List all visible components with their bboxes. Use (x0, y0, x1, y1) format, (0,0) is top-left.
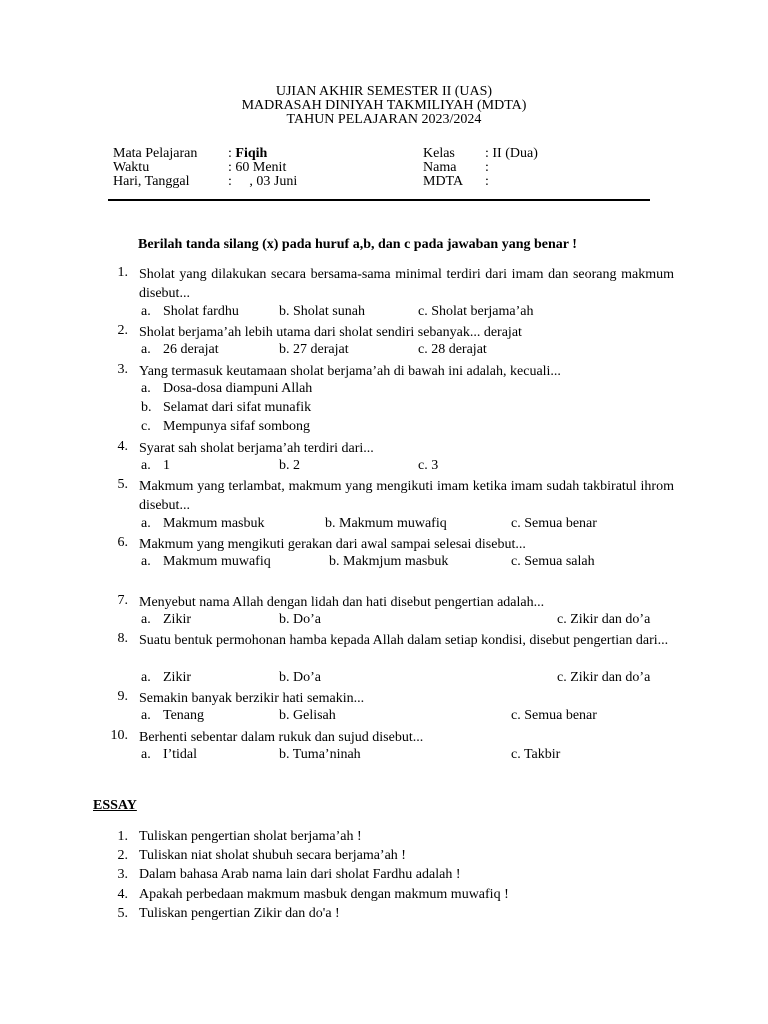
option-letter: b. (141, 400, 152, 415)
subject-colon: : (228, 146, 236, 161)
option-letter: a. (141, 458, 151, 473)
question-text: Sholat yang dilakukan secara bersama-sama minimal terdiri dari imam dan seorang makmum disebut... (139, 267, 674, 301)
question-text: Makmum yang terlambat, makmum yang mengikuti imam ketika imam sudah takbiratul ihrom disebut... (139, 479, 674, 513)
option-text: b. 2 (279, 458, 300, 473)
subject-value (228, 147, 267, 161)
name-value: : (485, 160, 489, 175)
option-letter: a. (141, 747, 151, 762)
name-label: Nama (423, 160, 457, 175)
time-value: : 60 Menit (228, 160, 287, 175)
question-number: 9. (117, 689, 128, 704)
option-letter: a. (141, 612, 151, 627)
option-text: 26 derajat (163, 342, 219, 357)
question-number: 4. (117, 439, 128, 454)
essay-question: Dalam bahasa Arab nama lain dari sholat Fardhu adalah ! (139, 867, 461, 882)
academic-year: TAHUN PELAJARAN 2023/2024 (286, 112, 482, 127)
option-letter: a. (141, 708, 151, 723)
question-number: 1. (117, 265, 128, 280)
option-text: b. Do’a (279, 670, 321, 685)
instruction: Berilah tanda silang (x) pada huruf a,b, dan c pada jawaban yang benar ! (138, 237, 577, 252)
option-text: Mempunya sifaf sombong (163, 419, 310, 434)
question-text: Suatu bentuk permohonan hamba kepada Allah dalam setiap kondisi, disebut pengertian dari... (139, 633, 669, 648)
essay-number: 3. (117, 867, 128, 882)
option-text: Makmum masbuk (163, 516, 265, 531)
option-text: c. Semua benar (511, 516, 597, 531)
subject-label: Mata Pelajaran (113, 146, 198, 161)
option-letter: c. (141, 419, 151, 434)
option-text: Dosa-dosa diampuni Allah (163, 381, 313, 396)
header-divider (108, 199, 650, 201)
option-letter: a. (141, 516, 151, 531)
option-text: c. Semua benar (511, 708, 597, 723)
question-number: 3. (117, 362, 128, 377)
class-value: : II (Dua) (485, 146, 538, 161)
option-text: Zikir (163, 612, 191, 627)
school-name: MADRASAH DINIYAH TAKMILIYAH (MDTA) (241, 98, 527, 113)
school-label: MDTA (423, 174, 464, 189)
option-letter: a. (141, 670, 151, 685)
option-text: Tenang (163, 708, 205, 723)
exam-title: UJIAN AKHIR SEMESTER II (UAS) (275, 84, 493, 99)
subject-name: Fiqih (235, 146, 268, 161)
option-text: c. Zikir dan do’a (557, 670, 651, 685)
option-text: c. Zikir dan do’a (557, 612, 651, 627)
option-text: c. 28 derajat (418, 342, 487, 357)
time-label: Waktu (113, 160, 150, 175)
option-text: c. Semua salah (511, 554, 595, 569)
option-text: c. Takbir (511, 747, 561, 762)
school-value: : (485, 174, 489, 189)
option-letter: a. (141, 381, 151, 396)
option-text: Makmum muwafiq (163, 554, 271, 569)
option-letter: a. (141, 342, 151, 357)
option-text: b. Sholat sunah (279, 304, 365, 319)
option-text: 1 (163, 458, 170, 473)
essay-heading: ESSAY (93, 798, 137, 813)
option-text: Selamat dari sifat munafik (163, 400, 312, 415)
essay-number: 5. (117, 906, 128, 921)
option-text: I’tidal (163, 747, 197, 762)
option-letter: a. (141, 304, 151, 319)
essay-number: 4. (117, 887, 128, 902)
essay-question: Tuliskan pengertian sholat berjama’ah ! (139, 829, 362, 844)
essay-question: Tuliskan pengertian Zikir dan do'a ! (139, 906, 340, 921)
option-text: c. 3 (418, 458, 439, 473)
essay-question: Tuliskan niat sholat shubuh secara berjama’ah ! (139, 848, 406, 863)
option-letter: a. (141, 554, 151, 569)
essay-number: 2. (117, 848, 128, 863)
question-text: Semakin banyak berzikir hati semakin... (139, 691, 365, 706)
question-number: 10. (110, 728, 128, 743)
essay-number: 1. (117, 829, 128, 844)
option-text: b. Gelisah (279, 708, 336, 723)
question-number: 7. (117, 593, 128, 608)
option-text: b. Makmjum masbuk (329, 554, 449, 569)
question-text: Berhenti sebentar dalam rukuk dan sujud disebut... (139, 730, 424, 745)
option-text: b. Makmum muwafiq (325, 516, 447, 531)
question-text: Makmum yang mengikuti gerakan dari awal sampai selesai disebut... (139, 537, 526, 552)
question-text: Yang termasuk keutamaan sholat berjama’ah di bawah ini adalah, kecuali... (139, 364, 561, 379)
question-number: 2. (117, 323, 128, 338)
class-label: Kelas (423, 146, 455, 161)
option-text: Zikir (163, 670, 191, 685)
date-label: Hari, Tanggal (113, 174, 190, 189)
question-number: 5. (117, 477, 128, 492)
question-text: Syarat sah sholat berjama’ah terdiri dari... (139, 441, 374, 456)
question-text: Sholat berjama’ah lebih utama dari sholat sendiri sebanyak... derajat (139, 325, 522, 340)
essay-question: Apakah perbedaan makmum masbuk dengan makmum muwafiq ! (139, 887, 509, 902)
option-text: b. 27 derajat (279, 342, 349, 357)
question-text: Menyebut nama Allah dengan lidah dan hati disebut pengertian adalah... (139, 595, 545, 610)
option-text: c. Sholat berjama’ah (418, 304, 534, 319)
option-text: Sholat fardhu (163, 304, 239, 319)
option-text: b. Tuma’ninah (279, 747, 361, 762)
question-number: 6. (117, 535, 128, 550)
date-value: : , 03 Juni (228, 174, 298, 189)
option-text: b. Do’a (279, 612, 321, 627)
question-number: 8. (117, 631, 128, 646)
